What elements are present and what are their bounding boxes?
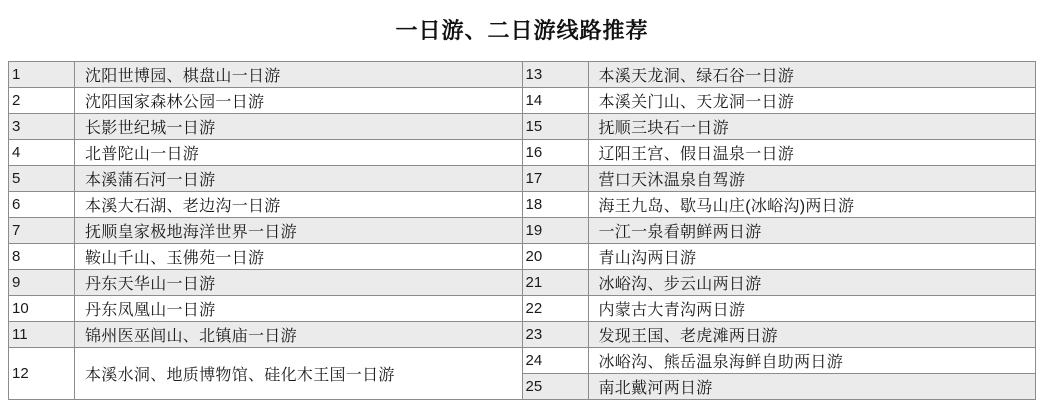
route-name: 海王九岛、歇马山庄(冰峪沟)两日游 xyxy=(598,198,855,215)
table-row xyxy=(523,114,1037,140)
route-number: 6 xyxy=(9,192,75,217)
table-row xyxy=(9,140,523,166)
table-row xyxy=(9,88,523,114)
route-number: 25 xyxy=(523,374,589,399)
route-number: 11 xyxy=(9,322,75,347)
route-name: 沈阳世博园、棋盘山一日游 xyxy=(85,68,281,85)
table-row xyxy=(523,322,1037,348)
route-number: 1 xyxy=(9,62,75,87)
table-row xyxy=(9,322,523,348)
route-name: 北普陀山一日游 xyxy=(85,146,200,163)
route-name: 一江一泉看朝鲜两日游 xyxy=(598,224,762,241)
table-row xyxy=(523,348,1037,374)
table-row xyxy=(523,88,1037,114)
table-row xyxy=(9,192,523,218)
page-title: 一日游、二日游线路推荐 xyxy=(395,18,649,43)
route-name: 抚顺三块石一日游 xyxy=(598,120,729,137)
route-number: 17 xyxy=(523,166,589,191)
route-name: 本溪大石湖、老边沟一日游 xyxy=(85,198,281,215)
route-number: 5 xyxy=(9,166,75,191)
route-number: 19 xyxy=(523,218,589,243)
route-name: 锦州医巫闾山、北镇庙一日游 xyxy=(85,328,297,345)
route-number: 9 xyxy=(9,270,75,295)
route-number: 7 xyxy=(9,218,75,243)
route-number: 3 xyxy=(9,114,75,139)
route-name: 本溪天龙洞、绿石谷一日游 xyxy=(598,68,795,85)
route-name: 沈阳国家森林公园一日游 xyxy=(85,94,265,111)
route-number: 21 xyxy=(523,270,589,295)
route-name: 本溪水洞、地质博物馆、硅化木王国一日游 xyxy=(85,367,395,384)
route-number: 8 xyxy=(9,244,75,269)
route-number: 10 xyxy=(9,296,75,321)
route-name: 内蒙古大青沟两日游 xyxy=(598,302,746,319)
table-row xyxy=(9,244,523,270)
route-number: 24 xyxy=(523,348,589,373)
routes-column-left xyxy=(9,62,523,400)
route-number: 16 xyxy=(523,140,589,165)
table-row xyxy=(523,140,1037,166)
route-number: 4 xyxy=(9,140,75,165)
table-row xyxy=(9,348,523,400)
route-name: 丹东凤凰山一日游 xyxy=(85,302,216,319)
route-name: 营口天沐温泉自驾游 xyxy=(598,172,746,189)
routes-table xyxy=(8,61,1036,400)
route-name: 本溪蒲石河一日游 xyxy=(85,172,216,189)
table-row xyxy=(9,270,523,296)
route-name: 发现王国、老虎滩两日游 xyxy=(598,328,778,345)
table-row xyxy=(9,62,523,88)
route-number: 20 xyxy=(523,244,589,269)
route-name: 辽阳王宫、假日温泉一日游 xyxy=(598,146,795,163)
table-row xyxy=(9,166,523,192)
route-number: 18 xyxy=(523,192,589,217)
route-number: 14 xyxy=(523,88,589,113)
table-row xyxy=(523,166,1037,192)
table-row xyxy=(523,296,1037,322)
route-number: 12 xyxy=(9,348,75,399)
route-name: 青山沟两日游 xyxy=(598,250,697,267)
table-row xyxy=(523,270,1037,296)
route-name: 丹东天华山一日游 xyxy=(85,276,216,293)
table-row xyxy=(523,192,1037,218)
route-name: 本溪关门山、天龙洞一日游 xyxy=(598,94,795,111)
table-row xyxy=(523,244,1037,270)
route-name: 长影世纪城一日游 xyxy=(85,120,216,137)
table-row xyxy=(523,374,1037,400)
table-row xyxy=(9,114,523,140)
table-row xyxy=(523,62,1037,88)
route-name: 南北戴河两日游 xyxy=(598,380,713,397)
route-number: 22 xyxy=(523,296,589,321)
route-number: 23 xyxy=(523,322,589,347)
route-name: 冰峪沟、熊岳温泉海鲜自助两日游 xyxy=(598,354,844,371)
routes-column-right xyxy=(523,62,1037,400)
route-number: 15 xyxy=(523,114,589,139)
route-name: 鞍山千山、玉佛苑一日游 xyxy=(85,250,265,267)
route-name: 抚顺皇家极地海洋世界一日游 xyxy=(85,224,297,241)
route-number: 13 xyxy=(523,62,589,87)
table-row xyxy=(9,218,523,244)
route-name: 冰峪沟、步云山两日游 xyxy=(598,276,762,293)
table-row xyxy=(9,296,523,322)
route-number: 2 xyxy=(9,88,75,113)
table-row xyxy=(523,218,1037,244)
